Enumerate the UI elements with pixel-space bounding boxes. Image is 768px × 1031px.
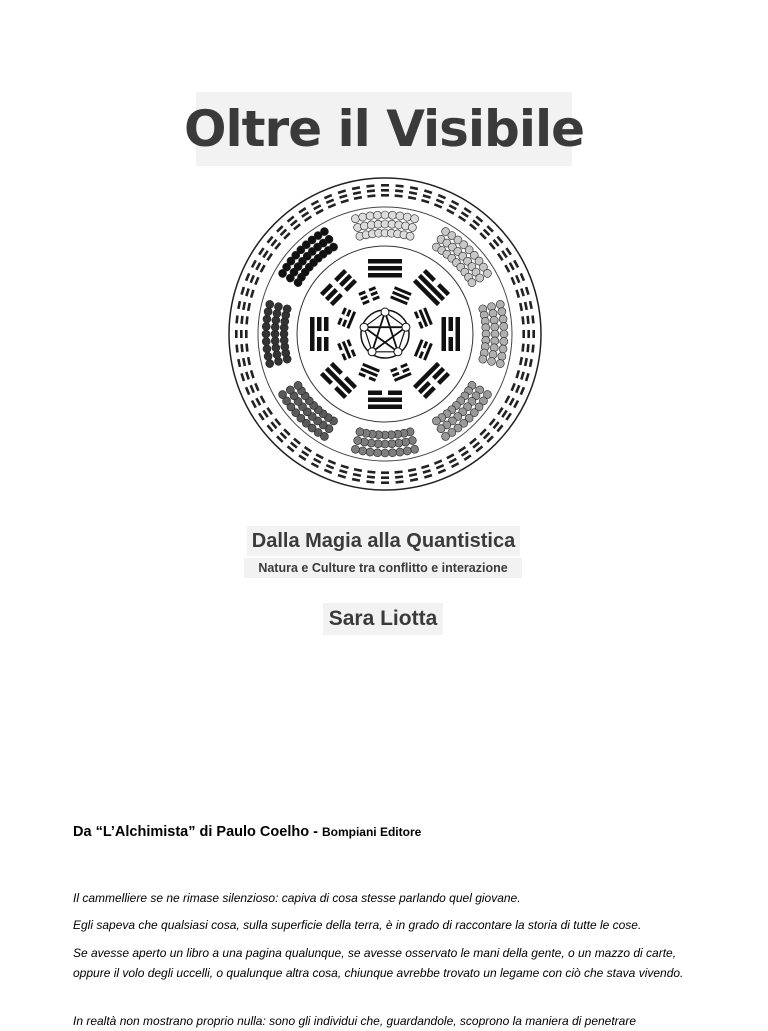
book-author: Sara Liotta bbox=[328, 607, 438, 630]
quote-paragraph: Egli sapeva che qualsiasi cosa, sulla superficie della terra, è in grado di raccontare la storia di tutte le cose. bbox=[73, 918, 642, 932]
quote-paragraph: Il cammelliere se ne rimase silenzioso: capiva di cosa stesse parlando quel giovane. bbox=[73, 891, 521, 905]
author-box bbox=[323, 603, 443, 635]
subtitle-box bbox=[247, 526, 520, 556]
quote-publisher: Bompiani Editore bbox=[321, 825, 422, 839]
tagline-box bbox=[244, 558, 522, 578]
quote-paragraph: In realtà non mostrano proprio nulla: sono gli individui che, guardandole, scoprono la maniera di penetrare bbox=[73, 1014, 637, 1028]
quote-source: Da “L’Alchimista” di Paulo Coelho - bbox=[73, 824, 322, 840]
book-subtitle: Dalla Magia alla Quantistica bbox=[251, 529, 516, 552]
book-title: Oltre il Visibile bbox=[183, 100, 585, 158]
title-box bbox=[183, 92, 585, 166]
quote-heading bbox=[73, 824, 421, 840]
book-tagline: Natura e Culture tra conflitto e interazione bbox=[258, 561, 508, 575]
quote-paragraph: Se avesse aperto un libro a una pagina qualunque, se avesse osservato le mani della gente, o un mazzo di carte, oppure il volo degli uccelli, o qualunque altra cosa, chiunque avrebbe trovato un legame con ciò che stava vivendo. bbox=[73, 946, 684, 980]
i-ching-emblem bbox=[228, 177, 542, 491]
